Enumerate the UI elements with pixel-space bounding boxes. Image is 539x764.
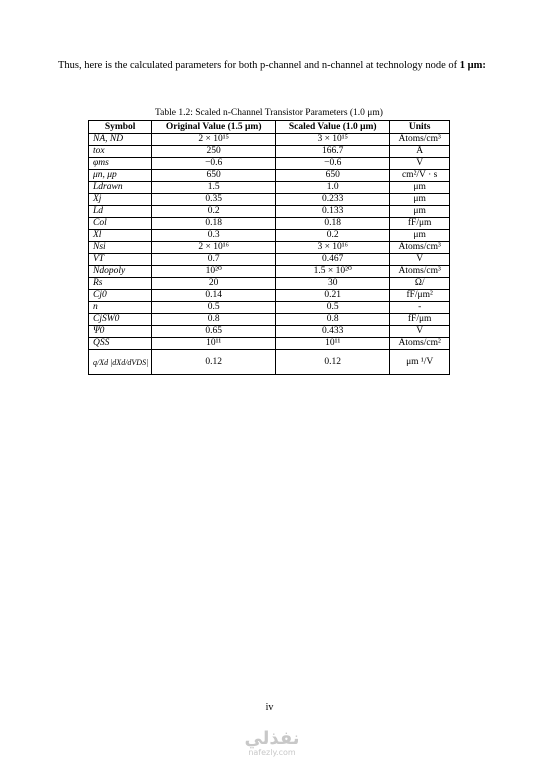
watermark-url: nafezly.com [248,748,296,757]
row-original: 0.7 [152,254,276,266]
table-row [89,350,450,375]
row-symbol: Col [89,218,152,230]
row-units: Å [390,146,450,158]
row-scaled: 0.133 [276,206,390,218]
table-row [89,194,450,206]
row-units: fF/μm [390,218,450,230]
row-units: Ω/ [390,278,450,290]
watermark-arabic: نفذلي [244,728,300,749]
table-row [89,182,450,194]
table-row [89,290,450,302]
row-scaled: 0.12 [276,350,390,375]
row-symbol: CjSW0 [89,314,152,326]
row-scaled: 0.433 [276,326,390,338]
row-original: 0.8 [152,314,276,326]
row-original: 1.5 [152,182,276,194]
row-scaled: 3 × 10¹⁵ [276,134,390,146]
row-symbol: q/Xd |dXd/dVDS| [89,350,152,375]
row-original: 0.5 [152,302,276,314]
table-row [89,218,450,230]
row-units: μm [390,230,450,242]
row-scaled: 1.5 × 10²⁰ [276,266,390,278]
row-units: V [390,326,450,338]
row-units: Atoms/cm³ [390,242,450,254]
intro-colon: : [482,60,486,71]
row-original: 0.3 [152,230,276,242]
row-original: 0.2 [152,206,276,218]
row-scaled: 1.0 [276,182,390,194]
row-original: 0.65 [152,326,276,338]
row-units: Atoms/cm³ [390,266,450,278]
watermark-logo [232,730,312,757]
table-row [89,338,450,350]
row-original: 0.14 [152,290,276,302]
row-units: cm²/V · s [390,170,450,182]
row-scaled: 0.2 [276,230,390,242]
header-scaled-value: Scaled Value (1.0 μm) [276,121,390,134]
row-scaled: −0.6 [276,158,390,170]
table-row [89,314,450,326]
row-symbol: Xj [89,194,152,206]
header-units: Units [390,121,450,134]
row-symbol: Xl [89,230,152,242]
row-symbol: μn, μp [89,170,152,182]
row-symbol: n [89,302,152,314]
row-symbol: tox [89,146,152,158]
table-row [89,134,450,146]
row-symbol: φms [89,158,152,170]
row-scaled: 166.7 [276,146,390,158]
row-symbol: Nsi [89,242,152,254]
row-symbol: Ld [89,206,152,218]
row-scaled: 0.233 [276,194,390,206]
row-units: - [390,302,450,314]
row-scaled: 30 [276,278,390,290]
row-units: Atoms/cm³ [390,134,450,146]
row-units: μm ¹/V [390,350,450,375]
row-units: fF/μm [390,314,450,326]
table-row [89,146,450,158]
row-original: 0.35 [152,194,276,206]
row-scaled: 0.467 [276,254,390,266]
row-units: Atoms/cm² [390,338,450,350]
table-row [89,158,450,170]
table-caption: Table 1.2: Scaled n-Channel Transistor Parameters (1.0 μm) [155,108,383,118]
row-symbol: Cj0 [89,290,152,302]
row-units: μm [390,194,450,206]
row-original: 0.18 [152,218,276,230]
table-row [89,170,450,182]
page-number: iv [265,702,274,713]
row-scaled: 3 × 10¹⁶ [276,242,390,254]
row-units: V [390,158,450,170]
row-symbol: QSS [89,338,152,350]
intro-paragraph [58,58,490,73]
row-symbol: Ψ0 [89,326,152,338]
technology-node: 1 μm [459,60,483,71]
table-row [89,254,450,266]
header-symbol: Symbol [89,121,152,134]
table-row [89,302,450,314]
row-original: 20 [152,278,276,290]
table-row [89,242,450,254]
row-original: 250 [152,146,276,158]
table-row [89,266,450,278]
row-scaled: 10¹¹ [276,338,390,350]
row-original: −0.6 [152,158,276,170]
row-original: 650 [152,170,276,182]
row-original: 2 × 10¹⁵ [152,134,276,146]
row-scaled: 650 [276,170,390,182]
row-scaled: 0.5 [276,302,390,314]
row-units: μm [390,206,450,218]
table-row [89,206,450,218]
table-row [89,326,450,338]
table-header-row [89,121,450,134]
row-symbol: VT [89,254,152,266]
row-symbol: Rs [89,278,152,290]
table-row [89,278,450,290]
intro-text: Thus, here is the calculated parameters for both p-channel and n-channel at technology node of [58,60,458,71]
row-scaled: 0.8 [276,314,390,326]
row-scaled: 0.18 [276,218,390,230]
row-symbol: Ldrawn [89,182,152,194]
parameters-table [88,120,450,375]
row-original: 2 × 10¹⁶ [152,242,276,254]
row-symbol: Ndopoly [89,266,152,278]
row-units: μm [390,182,450,194]
row-scaled: 0.21 [276,290,390,302]
row-units: V [390,254,450,266]
row-symbol: NA, ND [89,134,152,146]
row-units: fF/μm² [390,290,450,302]
row-original: 10²⁰ [152,266,276,278]
table-row [89,230,450,242]
row-original: 10¹¹ [152,338,276,350]
header-original-value: Original Value (1.5 μm) [152,121,276,134]
row-original: 0.12 [152,350,276,375]
